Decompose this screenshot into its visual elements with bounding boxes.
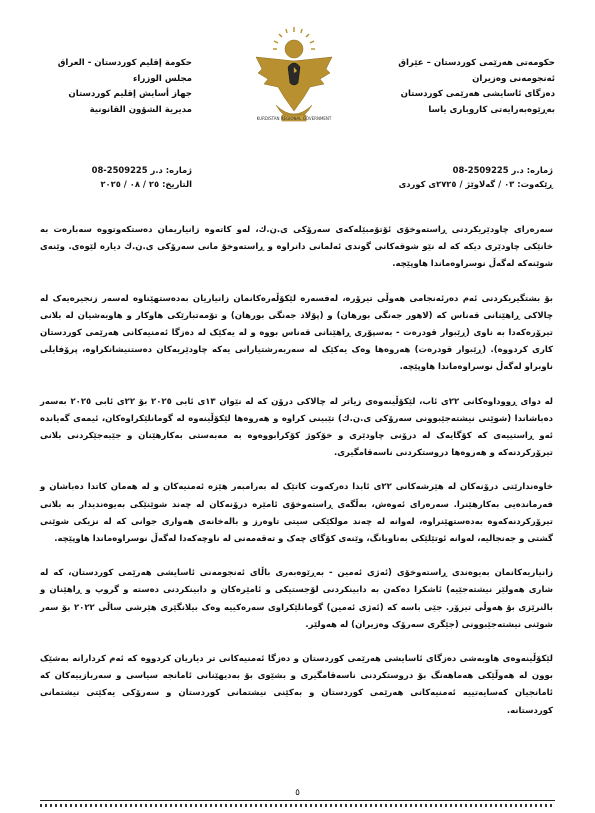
reference-date-row-arabic <box>42 177 192 191</box>
reference-date-value: ٠٣ / گەلاوێژ / ٢٧٢٥ی کوردی <box>398 179 515 189</box>
body-paragraph-2: بۆ بشتگیریکردنی ئەم دەرئەنجامی هەوڵی تیرۆرە، لەفسەرە لێکۆڵەرەکانمان زانیاریان بەدەستهێناوە لەسەر زنجیرەیەک لە چالاکی ڕاهێنانی قەناس کە (لاهور جەنگی بورهان) و (پۆلاد جەنگی بورهان) و تۆمەتبارێکی هاوکار و هاوبەشیان لە بلانی تیرۆرەکەدا بە ناوی (ڕێبوار قودرەت - بەسپۆری ڕاهێنانی قەناس بووە و لە یەکێک لە دەزگا ئەمنیەکانی هەرێمی کوردستان کاری کردووە). (ڕێبوار قودرەت) هەروەها وەک یەکێک لە سەربەرشتیارانی یەکە چاودێریەکان دەستنیشانکراوە، پرۆفایلی ناوبراو لەگەڵ نوسراوەماندا هاوپێچە. <box>40 293 553 373</box>
reference-number-label-arabic: ژمارە: <box>165 165 192 175</box>
footer-divider <box>40 800 555 801</box>
reference-number-row <box>383 163 553 177</box>
reference-date-value-arabic: ٢٥ / ٠٨ / ٢٠٢٥ <box>100 179 160 189</box>
header-arabic-line-3: جهاز أسايش إقليم كوردستان <box>68 89 192 99</box>
footer-dotted-border <box>40 804 555 807</box>
letter-body <box>40 222 553 737</box>
reference-block-kurdish <box>383 163 553 191</box>
header-kurdish-line-3: دەزگای ئاسایشی هەرێمی کوردستان <box>400 89 555 99</box>
reference-date-label: ڕێکەوت: <box>517 179 553 189</box>
body-paragraph-3: لە دوای ڕووداوەکانی ٢٢ی ئاب، لێکۆڵینەوەی زیاتر لە چالاکی درۆن کە لە نێوان ١٣ی ئابی ٢٠٢٥ بۆ ٢٢ی ئابی ٢٠٢٥ بەسەر دەباشاندا (شوێنی نیشتەجێبوونی سەرۆکی ی.ن.ك) تێبینی کراوە و هەروەها لێکۆڵینەوە لە گومانلێکراوەکان، ئیمەی گەیاندە ئەو ڕاستییەی کە کۆگایەک لە درۆنی چاودێری و خۆکوژ کۆکرابووەوە بە مەبەستی بەکارهێنان و جێبەجێکردنی بلانی تیرۆرکردنەکە و هەروەها دروستکردنی ناسەقامگیری. <box>40 396 553 459</box>
header-arabic-line-2: مجلس الوزراء <box>133 73 192 84</box>
reference-block-arabic <box>42 163 192 191</box>
header-kurdish-line-4: بەڕێوەبەرایەتی کاروباری یاسا <box>428 104 555 115</box>
header-kurdish-line-2: ئەنجومەنی وەزیران <box>472 73 555 84</box>
body-paragraph-1: سەرەرای چاودێریکردنی ڕاستەوخۆی ئۆتۆمبێلەکەی سەرۆکی ی.ن.ك، لەو کاتەوە زانیاریمان دەستکەوتووە سەبارەت بە خانێکی چاودێری دیکە کە لە نێو شوقەکانی گوندی ئەلمانی دانراوە و ڕاستەوخۆ مانی سەرۆکی ی.ن.ك دیارە لێوەی. وێنەی شوێنەکە لەگەڵ نوسراوەماندا هاوپێچە. <box>40 225 553 270</box>
reference-number-row-arabic <box>42 163 192 177</box>
page-number: ٥ <box>295 788 300 798</box>
reference-date-row <box>383 177 553 191</box>
reference-date-label-arabic: التاريخ: <box>162 179 192 189</box>
body-paragraph-4: خاوەندارێتی درۆنەکان لە هێرشەکانی ٢٢ی ئابدا دەرکەوت کاتێک لە بەرامبەر هێزە ئەمنیەکان و لە هەمان کاتدا دەباشان و فەرماندەیی بەکارهێنرا. سەرەرای ئەوەش، بەڵگەی ڕاستەوخۆی ئامێرە درۆنەکان لە چەند شوێنێکی بەیوەندیدار بە بلانی تیرۆرکردنەکەوە بەدەستهێنراوە، لەوانە لە چەند مولکێکی سیتی تاوەرز و بالەخانەی هەواری جوانی کە لە نزیکی شوێنی گشتی و جەنجالیە، لەوانە ئوتێلێکی بەناوبانگ، وێنەی کۆگای چەک و تەقەمەنی لە ناوچەکەدا لەگەڵ نوسراوەماندا هاوپێچە. <box>40 482 553 545</box>
reference-number-label: ژمارە: <box>526 165 553 175</box>
body-paragraph-6: لێکۆڵینەوەی هاوبەشی دەزگای ئاسایشی هەرێمی کوردستان و دەزگا ئەمنیەکانی تر دیاریان کردووە کە ئەم کردارانە بەشێک بوون لە هەوڵێکی هەماهەنگ بۆ دروستکردنی ناسەقامگیری و بشێوی بۆ بەدیهێنانی ئامانجە سیاسی و سەربازییەکان کە ئامانجیان کەسایەتییە ئەمنیەکانی هەرێمی کوردستان و بەکێنی نیشتمانی کوردستان و سەرۆکی یەکێتی نیشتمانی کوردستانە. <box>40 654 553 716</box>
reference-number-value: د.ر 2509225-08 <box>452 165 524 175</box>
header-kurdish-line-1: حکومەتی هەرێمی کوردستان – عێراق <box>398 58 555 68</box>
reference-number-value-arabic: د.ر 2509225-08 <box>91 165 163 175</box>
header-arabic-line-1: حكومة إقليم كوردستان - العراق <box>57 58 192 68</box>
header-kurdish <box>385 56 555 118</box>
emblem-caption: KURDISTAN REGIONAL GOVERNMENT <box>256 116 332 121</box>
header-arabic-line-4: مديرية الشؤون القانونية <box>89 104 192 115</box>
header-arabic <box>42 56 192 118</box>
body-paragraph-5: زانیاریەکانمان بەیوەندی ڕاستەوخۆی (ئەژی ئەمین - بەڕێوەبەری باڵای ئەنجومەنی ئاسایشی هەرێمی کوردستان، کە لە شاری هەولێر نیشتەجێیە) ئاشکرا دەکەن بە دابینکردنی لۆجستیکی و ئامێرەکان و دابینکردنی دەستە و گروپ و ڕاهێنان و بالنرێزی بۆ هەوڵی تیرۆر. جێی باسە کە (ئەژی ئەمین) گومانلێکراوی سەرەکییە وەک بیلانگێری هێرشی ساڵی ٢٠٢٢ بۆ سەر شوێنی نیشتەجێبوونی (جێگری سەرۆک وەزیران) لە هەولێر. <box>40 568 553 630</box>
